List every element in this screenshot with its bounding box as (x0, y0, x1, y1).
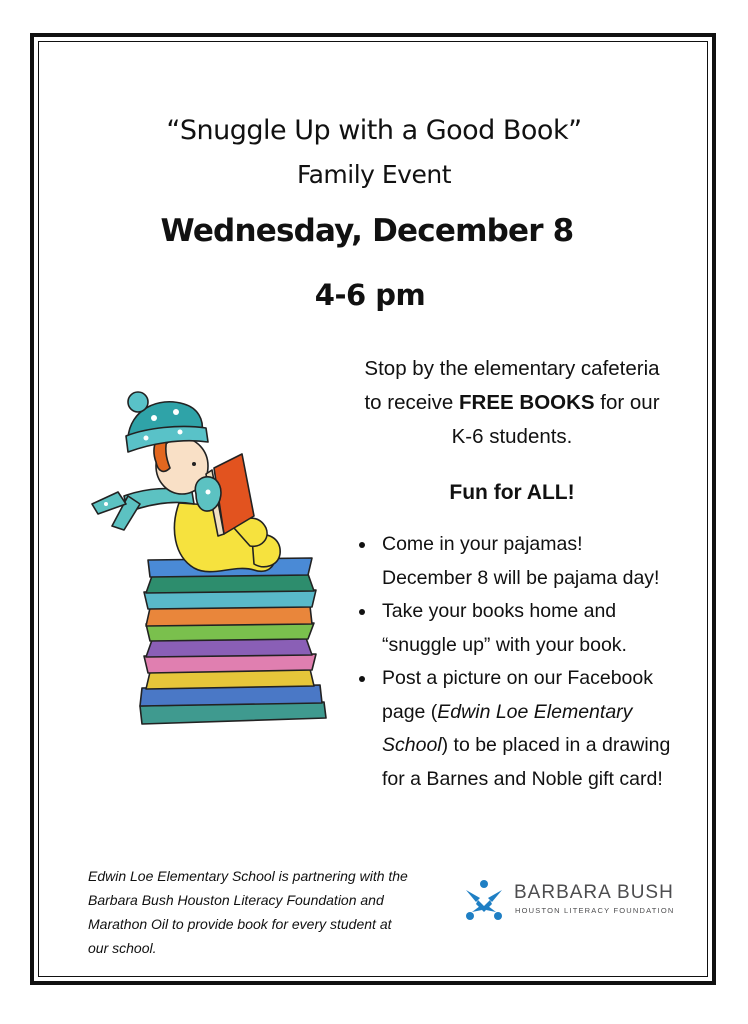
list-item-text: December 8 will be pajama day! (382, 566, 660, 589)
fun-heading: Fun for ALL! (449, 481, 575, 504)
list-item-text (382, 729, 696, 763)
list-item-text: Take your books home and (382, 600, 617, 622)
logo-name: BARBARA BUSH (514, 882, 674, 903)
bullet-icon (359, 609, 365, 615)
free-books-emphasis: FREE BOOKS (459, 391, 595, 414)
intro-text-part: for our (594, 391, 660, 414)
intro-line (340, 386, 684, 420)
bullet-icon (359, 542, 365, 548)
intro-line: Stop by the elementary cafeteria (364, 357, 660, 380)
child-figure (92, 392, 280, 572)
footer-line: Marathon Oil to provide book for every student at (88, 916, 392, 932)
partnership-note (88, 864, 460, 960)
footer-line: Edwin Loe Elementary School is partnering with the (88, 868, 408, 884)
eye-icon (192, 462, 196, 466)
logo-subtitle: HOUSTON LITERACY FOUNDATION (515, 906, 675, 915)
event-date: Wednesday, December 8 (160, 213, 574, 249)
intro-text (340, 352, 684, 454)
list-item-text (382, 696, 696, 730)
event-time: 4-6 pm (314, 278, 426, 312)
foundation-emblem-icon (462, 878, 506, 922)
activity-list (356, 528, 696, 796)
intro-text-part: to receive (364, 391, 460, 414)
list-item-text-part: page ( (382, 700, 438, 723)
list-item (356, 595, 696, 662)
list-item-text: Come in your pajamas! (382, 533, 583, 555)
list-item (356, 528, 696, 595)
footer-line: Barbara Bush Houston Literacy Foundation and (88, 892, 384, 908)
intro-line: K-6 students. (451, 425, 573, 448)
book-stack (140, 558, 326, 724)
child-reading-on-books-illustration (84, 388, 334, 740)
list-item-text: Post a picture on our Facebook (382, 667, 653, 689)
bullet-icon (359, 676, 365, 682)
footer-line: our school. (88, 940, 157, 956)
list-item-text-part: ) to be placed in a drawing (441, 734, 671, 756)
list-item (356, 662, 696, 796)
facebook-page-name: Edwin Loe Elementary (437, 700, 633, 723)
event-title: “Snuggle Up with a Good Book” (166, 115, 582, 146)
facebook-page-name: School (382, 734, 442, 756)
list-item-text: “snuggle up” with your book. (382, 633, 627, 656)
list-item-text: for a Barnes and Noble gift card! (382, 767, 663, 790)
barbara-bush-foundation-logo (462, 878, 690, 924)
event-subtitle: Family Event (296, 160, 451, 189)
